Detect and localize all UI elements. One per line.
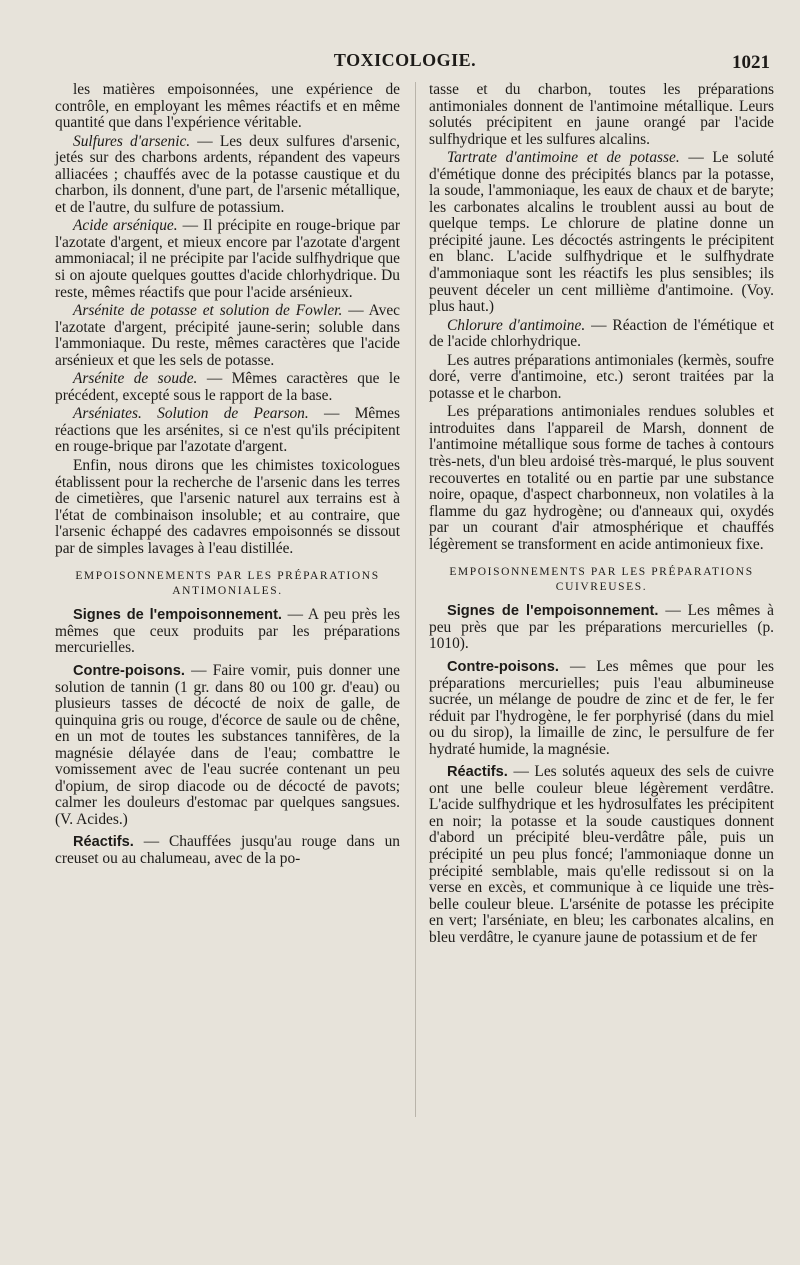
paragraph-lead: Signes de l'empoisonnement. bbox=[447, 603, 659, 620]
paragraph-text: — Les solutés aqueux des sels de cuivre ont une belle couleur bleue légèrement verdâtre. L'acide sulfhydrique et les hydrosulfates les précipitent en noir; la potasse et la soude caustiques donnent d'abord un précipité bleu-verdâtre pâle, puis un précipité un peu plus foncé; l'ammoniaque donne un précipité semblable, mais qu'elle redissout si on la verse en excès, et communique à ce liquide une très-belle couleur bleue. L'arsénite de potasse les précipite en vert; l'arséniate, en bleu; les carbonates alcalins, en bleu verdâtre, le cyanure jaune de potassium et de fer bbox=[429, 763, 774, 946]
paragraph-text: — Les mêmes que pour les préparations mercurielles; puis l'eau albumineuse sucrée, un mélange de poudre de zinc et de fer, le fer réduit par l'hydrogène, le fer porphyrisé (dans du miel ou du sirop), la limaille de zinc, le persulfure de fer hydraté humide, la magnésie. bbox=[429, 657, 774, 758]
paragraph-lead: Signes de l'empoisonnement. bbox=[73, 607, 282, 624]
running-header bbox=[40, 50, 770, 78]
paragraph bbox=[429, 353, 774, 403]
paragraph-lead: Acide arsénique. bbox=[73, 217, 178, 235]
paragraph-text: — A peu près les mêmes que ceux produits par les préparations mercurielles. bbox=[55, 606, 400, 657]
paragraph bbox=[55, 218, 400, 301]
paragraph-lead: Arsénite de potasse et solution de Fowler. bbox=[73, 302, 343, 320]
paragraph bbox=[429, 659, 774, 758]
paragraph-lead: Contre-poisons. bbox=[73, 662, 185, 679]
paragraph-lead: Arsénite de soude. bbox=[73, 370, 198, 388]
right-copper-paragraphs bbox=[429, 603, 774, 946]
section-heading-cuivreuses: EMPOISONNEMENTS PAR LES PRÉPARATIONS CUIVREUSES. bbox=[449, 566, 754, 594]
paragraph-lead: Sulfures d'arsenic. bbox=[73, 132, 191, 150]
paragraph-lead: Réactifs. bbox=[73, 834, 134, 851]
paragraph-text: — Faire vomir, puis donner une solution de tannin (1 gr. dans 80 ou 100 gr. d'eau) ou plusieurs tasses de décocté de noix de galle, de quinquina gris ou rouge, d'écorce de saule ou de chêne, en un mot de toutes les substances tannifères, de la magnésie délayée dans de l'eau; combattre le vomissement avec de l'eau sucrée contenant un peu d'opium, de sirop diacode ou de décocté de pavots; calmer les douleurs d'estomac par quelques sangsues. (V. Acides.) bbox=[55, 661, 400, 828]
left-column bbox=[55, 82, 400, 868]
paragraph bbox=[55, 834, 400, 867]
right-paragraphs bbox=[429, 82, 774, 553]
page-number: 1021 bbox=[732, 52, 770, 73]
paragraph-text: — Les deux sulfures d'arsenic, jetés sur des charbons ardents, répandent des vapeurs alliacées ; chauffés avec de la potasse caustique et du charbon, ils donnent, d'une part, de l'arsenic métallique, et de l'autre, du sulfure de potassium. bbox=[55, 132, 400, 216]
paragraph bbox=[429, 82, 774, 148]
paragraph-text: Les autres préparations antimoniales (kermès, soufre doré, verre d'antimoine, etc.) seront traitées par la potasse et le charbon. bbox=[429, 351, 774, 402]
left-paragraphs bbox=[55, 82, 400, 557]
paragraph bbox=[55, 134, 400, 217]
paragraph-text: — Le soluté d'émétique donne des précipités blancs par la potasse, la soude, l'ammoniaque, les eaux de chaux et de baryte; les carbonates alcalins le troublent aussi au bout de quelque temps. Le chlorure de platine donne un précipité jaune. Les décoctés astringents le précipitent en blanc. L'acide sulfhydrique et le sulfhydrate d'ammoniaque sont les réactifs les plus sensibles; ils peuvent déceler un cent millième d'antimoine. (Voy. plus haut.) bbox=[429, 149, 774, 316]
paragraph bbox=[55, 371, 400, 404]
paragraph-lead: Chlorure d'antimoine. bbox=[447, 316, 586, 334]
paragraph bbox=[55, 406, 400, 456]
column-divider bbox=[415, 82, 416, 1117]
paragraph-text: — Avec l'azotate d'argent, précipité jaune-serin; soluble dans l'ammoniaque. Du reste, mêmes caractères que l'acide arsénieux et que les sels de potasse. bbox=[55, 302, 400, 369]
paragraph bbox=[429, 603, 774, 653]
paragraph-text: Enfin, nous dirons que les chimistes toxicologues établissent pour la recherche de l'arsenic dans les terres de cimetières, que l'arsenic naturel aux terrains est à l'état de combinaison insoluble; et au contraire, que l'arsenic échappé des cadavres empoisonnés se dissout par de simples lavages à l'eau distillée. bbox=[55, 457, 400, 557]
section-heading-antimoniales: EMPOISONNEMENTS PAR LES PRÉPARATIONS ANTIMONIALES. bbox=[75, 570, 380, 598]
paragraph-text: — Réaction de l'émétique et de l'acide chlorhydrique. bbox=[429, 316, 774, 351]
paragraph-lead: Tartrate d'antimoine et de potasse. bbox=[447, 149, 680, 167]
paragraph-text: Les préparations antimoniales rendues solubles et introduites dans l'appareil de Marsh, donnent de l'antimoine métallique sous forme de taches à contours très-nets, d'un bleu ardoisé très-marqué, le plus souvent recouvertes en totalité ou en partie par une substance noire, opaque, d'aspect charbonneux, non volatiles à la flamme du gaz hydrogène; ou d'anneaux qui, oxydés par un courant d'air atmosphérique et chauffés légèrement se transforment en acide antimonieux fixe. bbox=[429, 403, 774, 553]
paragraph-lead: Réactifs. bbox=[447, 764, 508, 781]
paragraph bbox=[55, 607, 400, 657]
paragraph bbox=[55, 303, 400, 369]
paragraph-lead: Arséniates. Solution de Pearson. bbox=[73, 405, 309, 423]
paragraph-lead: Contre-poisons. bbox=[447, 658, 559, 675]
paragraph-text: les matières empoisonnées, une expérience de contrôle, en employant les mêmes réactifs et en même quantité que dans l'expérience véritable. bbox=[55, 81, 400, 132]
paragraph-text: — Chauffées jusqu'au rouge dans un creuset ou au chalumeau, avec de la po- bbox=[55, 833, 400, 867]
running-title: TOXICOLOGIE. bbox=[333, 50, 477, 70]
paragraph bbox=[429, 318, 774, 351]
paragraph-text: tasse et du charbon, toutes les préparations antimoniales donnent de l'antimoine métallique. Leurs solutés précipitent en jaune orangé par l'acide sulfhydrique et les sulfures alcalins. bbox=[429, 81, 774, 148]
paragraph bbox=[429, 404, 774, 553]
paragraph bbox=[429, 764, 774, 946]
right-column bbox=[429, 82, 774, 946]
paragraph-text: — Mêmes caractères que le précédent, excepté sous le rapport de la base. bbox=[55, 370, 400, 404]
paragraph-text: — Il précipite en rouge-brique par l'azotate d'argent, et mieux encore par l'azotate d'argent ammoniacal; il ne précipite par l'acide sulfhydrique que si on ajoute quelques gouttes d'acide chlorhydrique. Du reste, mêmes réactifs que pour l'acide arsénieux. bbox=[55, 217, 400, 301]
paragraph-text: — Les mêmes à peu près que par les préparations mercurielles (p. 1010). bbox=[429, 602, 774, 653]
paragraph bbox=[55, 458, 400, 557]
paragraph-text: — Mêmes réactions que les arsénites, si ce n'est qu'ils précipitent en rouge-brique par l'azotate d'argent. bbox=[55, 405, 400, 456]
paragraph bbox=[429, 150, 774, 315]
text-columns bbox=[55, 82, 777, 1252]
paragraph bbox=[55, 663, 400, 828]
left-antimony-paragraphs bbox=[55, 607, 400, 867]
paragraph bbox=[55, 82, 400, 132]
